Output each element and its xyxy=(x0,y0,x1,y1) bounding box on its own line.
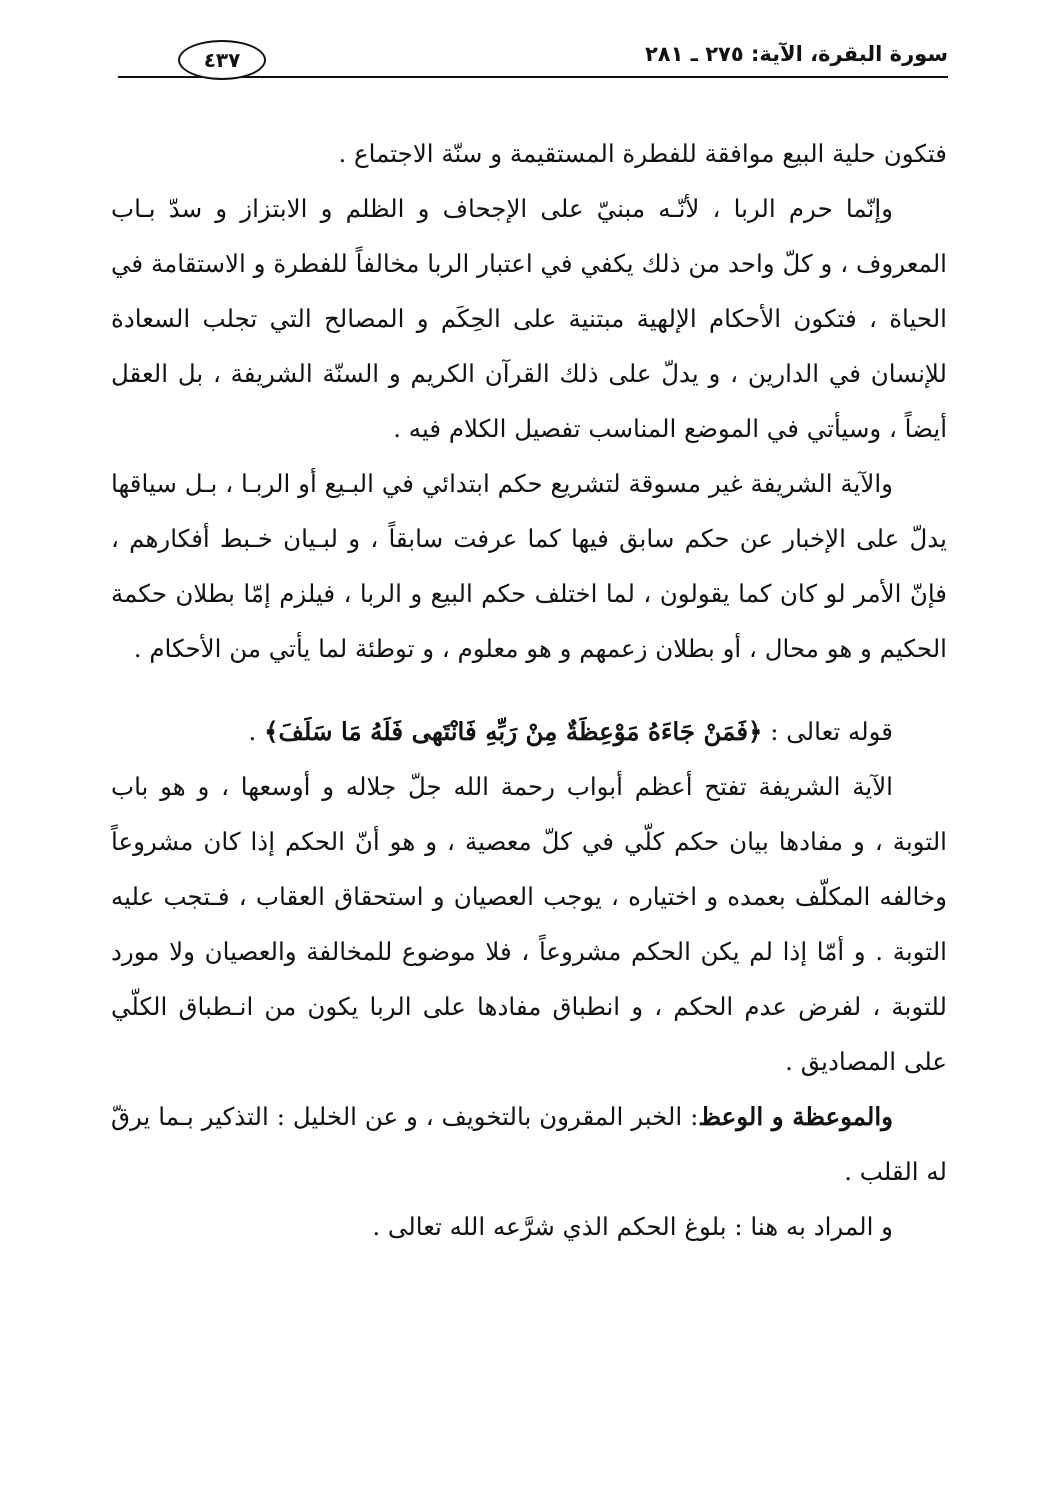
paragraph-2: وإنّما حرم الربا ، لأنّـه مبنيّ على الإجحاف و الظلم و الابتزاز و سدّ بـاب المعروف ، و كلّ واحد من ذلك يكفي في اعتبار الربا مخالفاً للفطرة و الاستقامة في الحياة ، فتكون الأحكام الإلهية مبتنية على الحِكَم و المصالح التي تجلب السعادة للإنسان في الدارين ، و يدلّ على ذلك القرآن الكريم و السنّة الشريفة ، بل العقل أيضاً ، وسيأتي في الموضع المناسب تفصيل الكلام فيه . xyxy=(111,194,947,443)
term-definition-label: والموعظة و الوعظ xyxy=(698,1102,893,1131)
verse-heading-prefix: قوله تعالى : xyxy=(770,717,893,746)
page-number: ٤٣٧ xyxy=(178,40,266,80)
paragraph-4: الآية الشريفة تفتح أعظم أبواب رحمة الله جلّ جلاله و أوسعها ، و هو باب التوبة ، و مفادها بيان حكم كلّي في كلّ معصية ، و هو أنّ الحكم إذا كان مشروعاً وخالفه المكلّف بعمده و اختياره ، يوجب العصيان و استحقاق العقاب ، فـتجب عليه التوبة . و أمّا إذا لم يكن الحكم مشروعاً ، فلا موضوع للمخالفة والعصيان ولا مورد للتوبة ، لفرض عدم الحكم ، و انطباق مفادها على الربا يكون من انـطباق الكلّي على المصاديق . xyxy=(111,772,947,1076)
header-title: سورة البقرة، الآية: ٢٧٥ ـ ٢٨١ xyxy=(644,42,948,66)
paragraph-5 xyxy=(111,1089,947,1199)
paragraph-6: و المراد به هنا : بلوغ الحكم الذي شرَّعه الله تعالى . xyxy=(372,1212,893,1241)
running-header xyxy=(118,38,948,80)
paragraph-3: والآية الشريفة غير مسوقة لتشريع حكم ابتدائي في البـيع أو الربـا ، بـل سياقها يدلّ على الإخبار عن حكم سابق فيها كما عرفت سابقاً ، و لبـيان خـبط أفكارهم ، فإنّ الأمر لو كان كما يقولون ، لما اختلف حكم البيع و الربا ، فيلزم إمّا بطلان حكمة الحكيم و هو محال ، أو بطلان زعمهم و هو معلوم ، و توطئة لما يأتي من الأحكام . xyxy=(111,469,947,663)
paragraph-1: فتكون حلية البيع موافقة للفطرة المستقيمة و سنّة الاجتماع . xyxy=(338,139,947,168)
quran-verse: ﴿فَمَنْ جَاءَهُ مَوْعِظَةٌ مِنْ رَبِّهِ فَانْتَهى فَلَهُ مَا سَلَفَ﴾ xyxy=(264,717,763,746)
body-text xyxy=(111,126,947,1254)
verse-heading-suffix: . xyxy=(248,717,257,746)
verse-heading xyxy=(111,704,947,759)
paragraph-5-text: : الخبر المقرون بالتخويف ، و عن الخليل : التذكير بـما يرقّ له القلب . xyxy=(111,1102,947,1186)
